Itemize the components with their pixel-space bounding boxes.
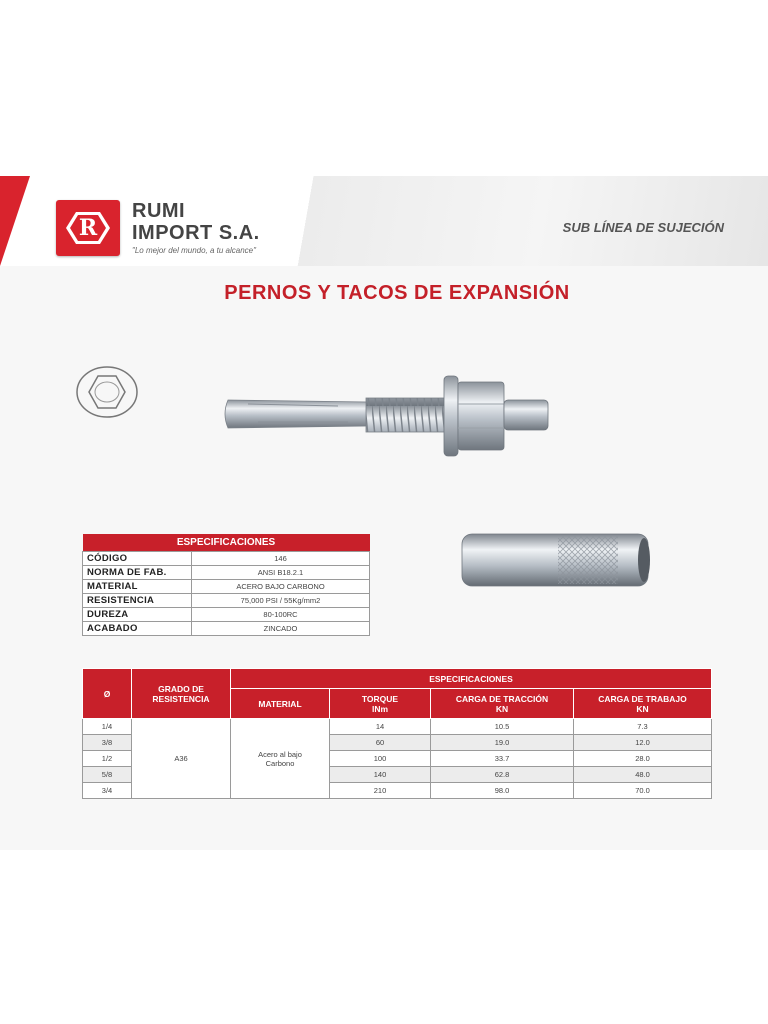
spec-key: ACABADO [83, 622, 192, 636]
spec-value: 146 [192, 552, 370, 566]
cell-work: 28.0 [574, 751, 712, 767]
table-row [83, 719, 712, 735]
cell-traction: 10.5 [431, 719, 574, 735]
col-torque-line1: TORQUE [361, 693, 399, 704]
spec-value: ANSI B18.2.1 [192, 566, 370, 580]
col-grade [132, 669, 231, 719]
cell-grade: A36 [132, 719, 231, 799]
brand-name-line1: RUMI [132, 200, 186, 222]
catalog-sheet [0, 176, 768, 850]
cell-torque: 14 [330, 719, 431, 735]
spec-row [83, 594, 370, 608]
spec-key: CÓDIGO [83, 552, 192, 566]
col-traction [431, 689, 574, 719]
spec-key: MATERIAL [83, 580, 192, 594]
cell-traction: 33.7 [431, 751, 574, 767]
cell-torque: 210 [330, 783, 431, 799]
spec-key: DUREZA [83, 608, 192, 622]
brand-tagline: "Lo mejor del mundo, a tu alcance" [132, 246, 256, 255]
col-torque-line2: lNm [371, 703, 389, 714]
brand-logo [56, 200, 120, 256]
spec-row [83, 552, 370, 566]
cell-material-line1: Acero al bajo [258, 749, 302, 759]
spec-key: NORMA DE FAB. [83, 566, 192, 580]
col-material: MATERIAL [231, 689, 330, 719]
red-corner-accent [0, 176, 30, 266]
col-grade-line2: RESISTENCIA [152, 693, 210, 704]
spec-value: ZINCADO [192, 622, 370, 636]
cell-traction: 19.0 [431, 735, 574, 751]
col-grade-line1: GRADO DE [158, 683, 204, 694]
cell-work: 48.0 [574, 767, 712, 783]
cell-traction: 62.8 [431, 767, 574, 783]
cell-diameter: 5/8 [83, 767, 132, 783]
svg-text:R: R [78, 215, 98, 241]
brand-block [132, 200, 260, 255]
col-work-line1: CARGA DE TRABAJO [598, 693, 687, 704]
brand-name-line2: IMPORT S.A. [132, 222, 260, 244]
hex-head-icon [74, 364, 140, 425]
cell-diameter: 3/4 [83, 783, 132, 799]
spec-value: 80-100RC [192, 608, 370, 622]
page-title: PERNOS Y TACOS DE EXPANSIÓN [224, 282, 570, 304]
cell-material [231, 719, 330, 799]
cell-traction: 98.0 [431, 783, 574, 799]
col-diameter: Ø [83, 669, 132, 719]
spec-value: ACERO BAJO CARBONO [192, 580, 370, 594]
expansion-bolt-image [218, 366, 558, 471]
spec-row [83, 608, 370, 622]
col-traction-line2: KN [495, 703, 509, 714]
cell-work: 12.0 [574, 735, 712, 751]
detail-table [82, 668, 712, 799]
cell-torque: 100 [330, 751, 431, 767]
col-work-line2: KN [636, 703, 649, 714]
expansion-sleeve-image [458, 528, 654, 597]
cell-diameter: 1/4 [83, 719, 132, 735]
spec-row [83, 622, 370, 636]
cell-work: 7.3 [574, 719, 712, 735]
cell-diameter: 1/2 [83, 751, 132, 767]
cell-diameter: 3/8 [83, 735, 132, 751]
spec-row [83, 566, 370, 580]
col-traction-line1: CARGA DE TRACCIÓN [455, 693, 549, 704]
cell-torque: 60 [330, 735, 431, 751]
cell-material-line2: Carbono [265, 758, 295, 768]
col-torque [330, 689, 431, 719]
subline-label: SUB LÍNEA DE SUJECIÓN [562, 220, 724, 235]
spec-table-header: ESPECIFICACIONES [83, 534, 370, 552]
spec-value: 75,000 PSI / 55Kg/mm2 [192, 594, 370, 608]
cell-torque: 140 [330, 767, 431, 783]
spec-table [82, 534, 370, 636]
spec-row [83, 580, 370, 594]
cell-work: 70.0 [574, 783, 712, 799]
col-work [574, 689, 712, 719]
group-header: ESPECIFICACIONES [231, 669, 712, 689]
spec-key: RESISTENCIA [83, 594, 192, 608]
